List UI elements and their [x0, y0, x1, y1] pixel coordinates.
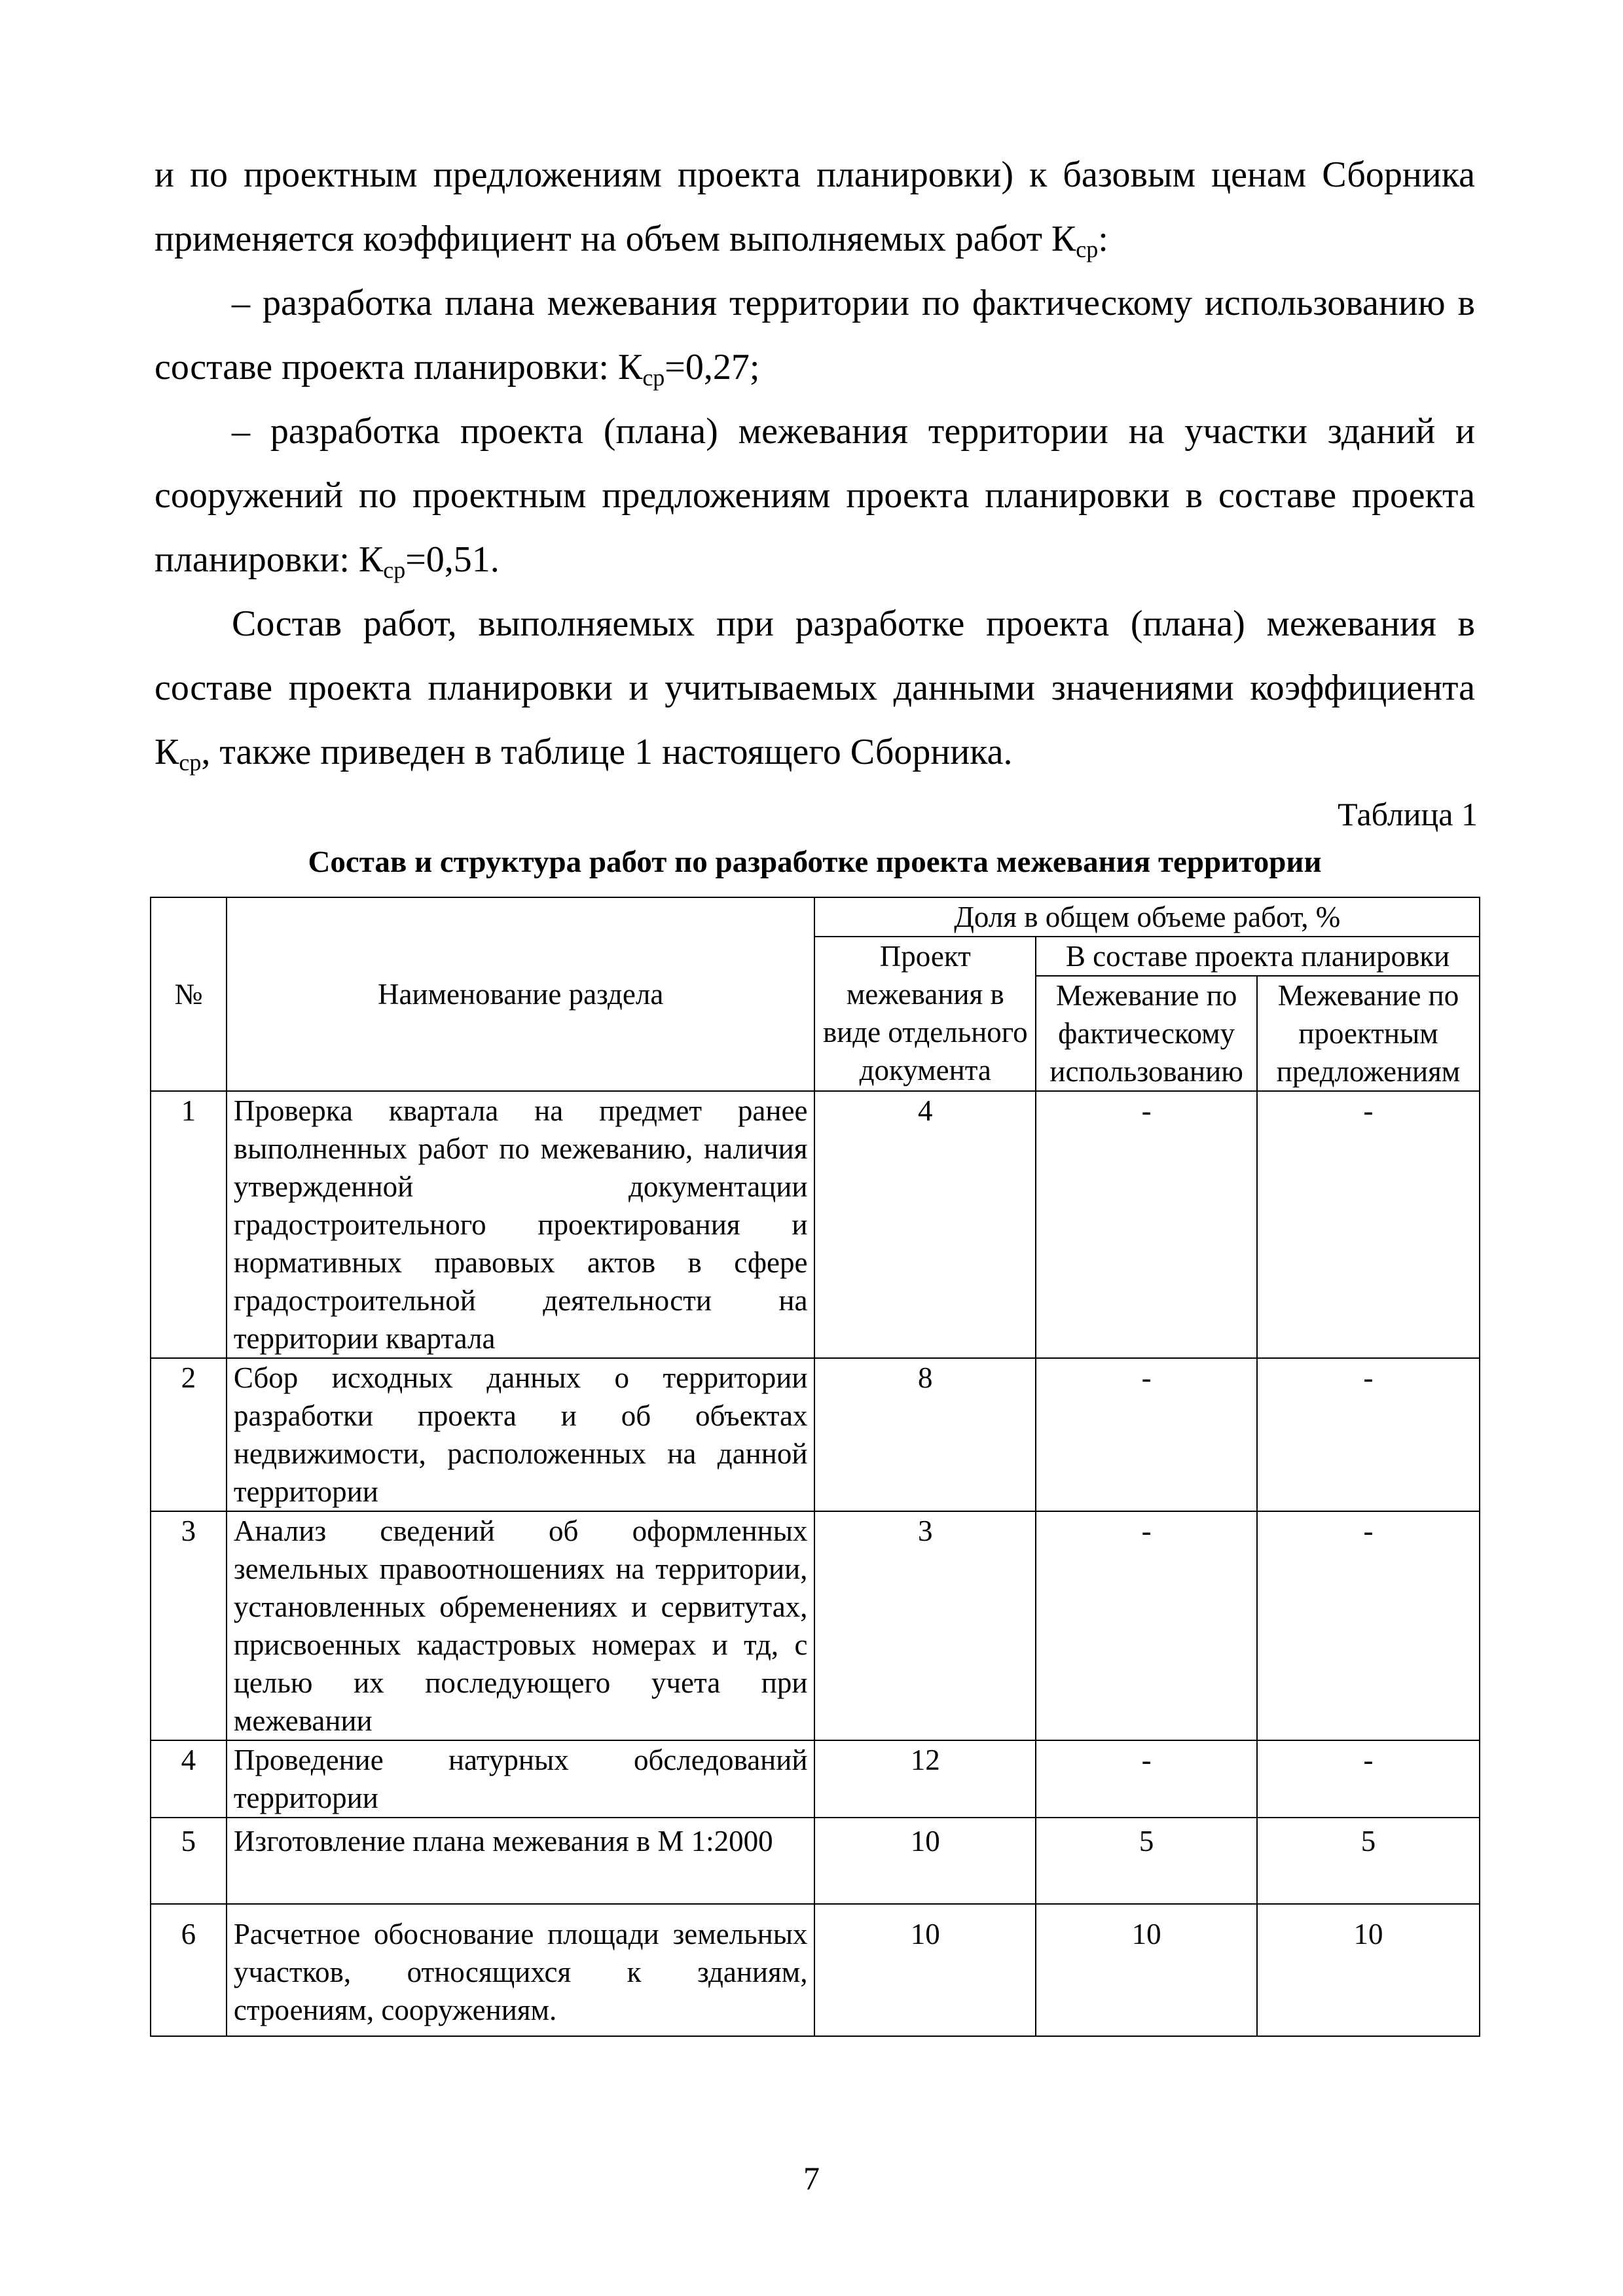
header-share: Доля в общем объеме работ, %: [814, 897, 1480, 937]
row-num: 1: [151, 1091, 227, 1358]
row-actual: -: [1036, 1358, 1257, 1511]
row-name: Проверка квартала на предмет ранее выполненных работ по межеванию, наличия утвержденной документации градостроительного проектирования и нормативных правовых актов в сфере градостроительной деятельности на территории квартала: [227, 1091, 815, 1358]
table-caption: Таблица 1: [1338, 796, 1478, 833]
header-separate: Проект межевания в виде отдельного документа: [814, 937, 1036, 1091]
row-proposed: -: [1257, 1091, 1480, 1358]
row-name: Анализ сведений об оформленных земельных правоотношениях на территории, установленных обременениях и сервитутах, присвоенных кадастровых номерах и тд, с целью их последующего учета при межевании: [227, 1511, 815, 1740]
work-structure-table: [150, 897, 1480, 2037]
row-separate: 4: [814, 1091, 1036, 1358]
row-proposed: -: [1257, 1511, 1480, 1740]
paragraph-4: [155, 592, 1475, 784]
table-row: [151, 1740, 1480, 1818]
subscript: ср: [1076, 236, 1099, 262]
paragraph-1: [155, 143, 1475, 271]
paragraph-2-tail: =0,27;: [665, 347, 760, 387]
table-title: Состав и структура работ по разработке проекта межевания территории: [308, 845, 1322, 879]
header-row-1: [151, 897, 1480, 937]
row-actual: 10: [1036, 1904, 1257, 2036]
paragraph-3: [155, 399, 1475, 592]
paragraph-4-text: Состав работ, выполняемых при разработке проекта (плана) межевания в составе проекта планировки и учитываемых данными значениями коэффициента К: [155, 603, 1475, 772]
row-proposed: 5: [1257, 1818, 1480, 1904]
header-proposed: Межевание по проектным предложениям: [1257, 976, 1480, 1091]
table-row: [151, 1511, 1480, 1740]
row-actual: -: [1036, 1740, 1257, 1818]
row-proposed: 10: [1257, 1904, 1480, 2036]
body-text: [155, 143, 1475, 784]
row-num: 3: [151, 1511, 227, 1740]
row-actual: -: [1036, 1091, 1257, 1358]
row-name: Сбор исходных данных о территории разработки проекта и об объектах недвижимости, расположенных на данной территории: [227, 1358, 815, 1511]
header-num: №: [151, 897, 227, 1091]
row-name: Расчетное обоснование площади земельных участков, относящихся к зданиям, строениям, сооружениям.: [227, 1904, 815, 2036]
row-proposed: -: [1257, 1358, 1480, 1511]
paragraph-2: [155, 271, 1475, 399]
row-separate: 8: [814, 1358, 1036, 1511]
row-name: Проведение натурных обследований территории: [227, 1740, 815, 1818]
row-actual: -: [1036, 1511, 1257, 1740]
header-name: Наименование раздела: [227, 897, 815, 1091]
paragraph-3-tail: =0,51.: [405, 539, 500, 580]
paragraph-2-text: – разработка плана межевания территории по фактическому использованию в составе проекта планировки: К: [155, 283, 1475, 387]
row-num: 6: [151, 1904, 227, 2036]
row-name: Изготовление плана межевания в М 1:2000: [227, 1818, 815, 1904]
paragraph-1-tail: :: [1098, 219, 1108, 259]
subscript: ср: [642, 365, 665, 391]
row-num: 2: [151, 1358, 227, 1511]
table-row: [151, 1904, 1480, 2036]
table-row: [151, 1091, 1480, 1358]
row-proposed: -: [1257, 1740, 1480, 1818]
paragraph-3-text: – разработка проекта (плана) межевания территории на участки зданий и сооружений по проектным предложениям проекта планировки в составе проекта планировки: К: [155, 411, 1475, 580]
header-actual: Межевание по фактическому использованию: [1036, 976, 1257, 1091]
page-number: 7: [803, 2160, 820, 2197]
paragraph-4-tail: , также приведен в таблице 1 настоящего Сборника.: [201, 732, 1013, 772]
row-separate: 10: [814, 1818, 1036, 1904]
row-num: 4: [151, 1740, 227, 1818]
row-separate: 3: [814, 1511, 1036, 1740]
row-separate: 12: [814, 1740, 1036, 1818]
table-row: [151, 1818, 1480, 1904]
table-row: [151, 1358, 1480, 1511]
subscript: ср: [383, 557, 406, 583]
row-actual: 5: [1036, 1818, 1257, 1904]
row-separate: 10: [814, 1904, 1036, 2036]
paragraph-1-text: и по проектным предложениям проекта планировки) к базовым ценам Сборника применяется коэффициент на объем выполняемых работ К: [155, 154, 1475, 259]
subscript: ср: [179, 749, 202, 776]
header-in-plan: В составе проекта планировки: [1036, 937, 1480, 976]
row-num: 5: [151, 1818, 227, 1904]
